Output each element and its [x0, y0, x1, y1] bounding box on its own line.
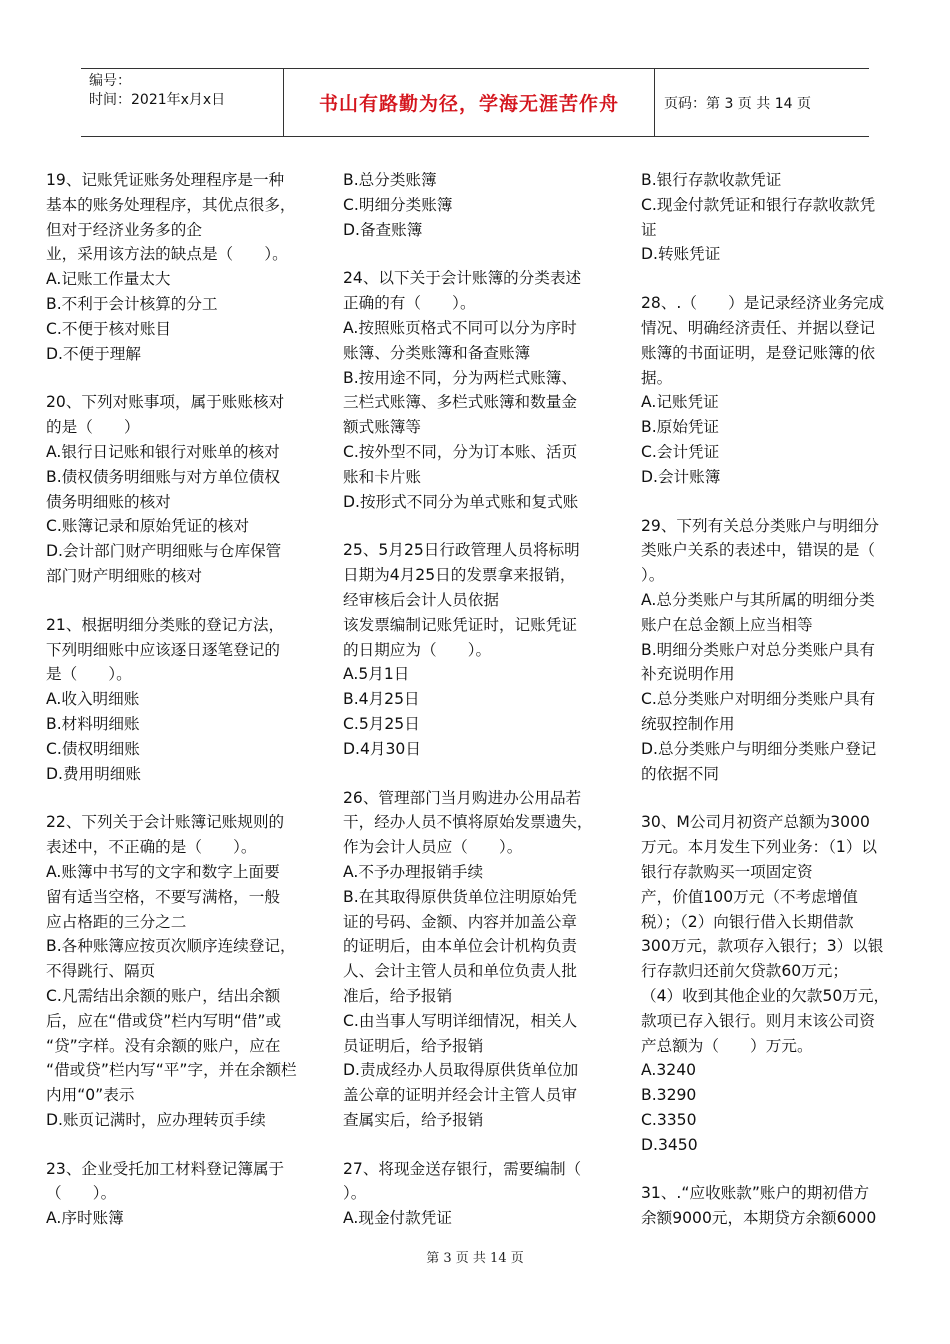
question-line: B.债权债务明细账与对方单位债权 [46, 467, 280, 486]
question-line: A.不予办理报销手续 [343, 862, 484, 881]
question-line: C.凡需结出余额的账户，结出余额 [46, 986, 281, 1005]
text-column-1 [46, 168, 308, 1255]
question-line: 的依据不同 [641, 764, 719, 783]
question-line: C.现金付款凭证和银行存款收款凭 [641, 195, 876, 214]
question-line: 类账户关系的表述中，错误的是（ [641, 541, 875, 560]
question-line: 统驭控制作用 [641, 714, 735, 733]
question-line: 账户在总金额上应当相等 [641, 615, 813, 634]
question-line: 表述中，不正确的是（ ）。 [46, 838, 257, 857]
question-line: 基本的账务处理程序，其优点很多， [46, 195, 296, 214]
question-line: A.序时账簿 [46, 1209, 124, 1228]
question-line: 部门财产明细账的核对 [46, 566, 202, 585]
question-block [641, 168, 903, 267]
question-line: 23、企业受托加工材料登记簿属于 [46, 1159, 285, 1178]
question-line: D.备查账簿 [343, 220, 423, 239]
question-line: C.5月25日 [343, 714, 420, 733]
question-line: 留有适当空格，不要写满格，一般 [46, 887, 280, 906]
question-line: B.4月25日 [343, 690, 420, 709]
question-block [46, 168, 308, 366]
question-line: 30、M公司月初资产总额为3000 [641, 813, 870, 832]
question-line: 情况、明确经济责任、并据以登记 [641, 318, 875, 337]
question-line: 账簿的书面证明，是登记账簿的依 [641, 343, 875, 362]
question-line: 账簿、分类账簿和备查账簿 [343, 343, 531, 362]
question-line: 31、.“应收账款”账户的期初借方 [641, 1184, 870, 1203]
question-line: 产总额为（ ）万元。 [641, 1036, 813, 1055]
question-line: 经审核后会计人员依据 [343, 590, 499, 609]
question-line: 余额9000元，本期贷方余额6000 [641, 1209, 877, 1228]
question-line: 后，应在“借或贷”栏内写明“借”或 [46, 1011, 282, 1030]
question-line: 的日期应为（ ）。 [343, 640, 492, 659]
question-line: D.总分类账户与明细分类账户登记 [641, 739, 877, 758]
question-line: 业，采用该方法的缺点是（ ）。 [46, 245, 288, 264]
document-time-label: 时间：2021年x月x日 [89, 92, 226, 108]
question-line: B.总分类账簿 [343, 171, 437, 189]
question-line: C.总分类账户对明细分类账户具有 [641, 690, 876, 709]
question-line: A.5月1日 [343, 665, 410, 684]
text-column-2 [343, 168, 605, 1255]
question-block [46, 390, 308, 588]
question-block [641, 1181, 903, 1231]
question-block [641, 291, 903, 489]
question-line: D.转账凭证 [641, 245, 721, 264]
question-line: 22、下列关于会计账簿记账规则的 [46, 813, 285, 832]
question-line: C.按外型不同，分为订本账、活页 [343, 442, 578, 461]
question-block [343, 538, 605, 761]
question-line: 内用“0”表示 [46, 1086, 135, 1105]
question-line: 账和卡片账 [343, 467, 421, 486]
question-line: B.明细分类账户对总分类账户具有 [641, 640, 875, 659]
question-line: 是（ ）。 [46, 665, 132, 684]
question-line: 债务明细账的核对 [46, 492, 171, 511]
question-line: 万元。本月发生下列业务：（1）以 [641, 838, 878, 857]
question-line: D.不便于理解 [46, 344, 141, 363]
question-line: B.按用途不同，分为两栏式账簿、 [343, 368, 577, 387]
question-line: B.各种账簿应按页次顺序连续登记， [46, 937, 296, 956]
question-line: 应占格距的三分之二 [46, 912, 187, 931]
question-line: C.不便于核对账目 [46, 319, 172, 338]
question-line: D.责成经办人员取得原供货单位加 [343, 1061, 579, 1080]
question-line: 作为会计人员应（ ）。 [343, 838, 523, 857]
question-line: B.原始凭证 [641, 418, 720, 437]
question-line: 21、根据明细分类账的登记方法， [46, 615, 285, 634]
question-line: 查属实后，给予报销 [343, 1110, 484, 1129]
question-line: B.材料明细账 [46, 714, 140, 733]
question-line: B.在其取得原供货单位注明原始凭 [343, 887, 577, 906]
question-line: A.总分类账户与其所属的明细分类 [641, 590, 875, 609]
question-line: “借或贷”栏内写“平”字，并在余额栏 [46, 1061, 297, 1080]
question-block [641, 514, 903, 787]
question-line: A.账簿中书写的文字和数字上面要 [46, 862, 280, 881]
question-line: 产，价值100万元（不考虑增值 [641, 887, 858, 906]
question-line: C.由当事人写明详细情况，相关人 [343, 1011, 578, 1030]
question-line: C.会计凭证 [641, 442, 720, 461]
question-line: C.3350 [641, 1110, 697, 1129]
question-line: ）。 [343, 1184, 367, 1203]
question-block [641, 810, 903, 1157]
question-line: 29、下列有关总分类账户与明细分 [641, 516, 880, 535]
question-line: D.按形式不同分为单式账和复式账 [343, 492, 579, 511]
page-header [81, 68, 869, 137]
question-line: ）。 [641, 566, 665, 585]
question-line: B.不利于会计核算的分工 [46, 294, 218, 313]
question-line: （ ）。 [46, 1184, 117, 1203]
question-block [343, 168, 605, 242]
question-line: A.3240 [641, 1061, 697, 1080]
question-line: 正确的有（ ）。 [343, 294, 476, 313]
question-line: 银行存款购买一项固定资 [641, 862, 813, 881]
question-line: 证的号码、金额、内容并加盖公章 [343, 912, 577, 931]
question-line: D.会计部门财产明细账与仓库保管 [46, 542, 282, 561]
question-block [46, 1157, 308, 1231]
question-line: 的证明后，由本单位会计机构负责 [343, 937, 577, 956]
question-line: 25、5月25日行政管理人员将标明 [343, 541, 580, 560]
question-line: 税）；（2）向银行借入长期借款 [641, 912, 854, 931]
question-line: 但对于经济业务多的企 [46, 220, 202, 239]
question-line: 干，经办人员不慎将原始发票遗失， [343, 813, 593, 832]
question-block [46, 810, 308, 1132]
question-block [343, 266, 605, 514]
question-line: B.3290 [641, 1086, 697, 1105]
question-line: 三栏式账簿、多栏式账簿和数量金 [343, 393, 577, 412]
question-line: C.债权明细账 [46, 739, 140, 758]
question-line: 盖公章的证明并经会计主管人员审 [343, 1086, 577, 1105]
question-line: 额式账簿等 [343, 418, 421, 437]
header-page-number: 页码：第 3 页 共 14 页 [664, 95, 811, 112]
question-line: A.按照账页格式不同可以分为序时 [343, 318, 577, 337]
question-line: D.会计账簿 [641, 467, 721, 486]
question-line: 准后，给予报销 [343, 986, 453, 1005]
question-line: “贷”字样。没有余额的账户，应在 [46, 1036, 281, 1055]
question-line: 下列明细账中应该逐日逐笔登记的 [46, 640, 280, 659]
question-line: 24、以下关于会计账簿的分类表述 [343, 269, 582, 288]
question-line: 19、记账凭证账务处理程序是一种 [46, 171, 285, 189]
header-motto: 书山有路勤为径，学海无涯苦作舟 [283, 69, 655, 136]
question-line: A.现金付款凭证 [343, 1209, 452, 1228]
question-line: 日期为4月25日的发票拿来报销， [343, 566, 576, 585]
question-block [343, 786, 605, 1133]
question-line: A.收入明细账 [46, 690, 140, 709]
question-block [46, 613, 308, 787]
question-line: B.银行存款收款凭证 [641, 171, 782, 189]
question-line: 27、将现金送存银行，需要编制（ [343, 1159, 582, 1178]
question-line: 的是（ ） [46, 418, 140, 437]
question-line: D.账页记满时，应办理转页手续 [46, 1110, 266, 1129]
question-line: D.4月30日 [343, 739, 421, 758]
question-line: 款项已存入银行。则月末该公司资 [641, 1011, 875, 1030]
question-line: 补充说明作用 [641, 665, 735, 684]
question-line: D.3450 [641, 1135, 698, 1154]
question-line: 28、.（ ）是记录经济业务完成 [641, 294, 885, 313]
question-line: A.记账工作量太大 [46, 270, 171, 289]
question-line: 行存款归还前欠贷款60万元； [641, 962, 848, 981]
question-line: 员证明后，给予报销 [343, 1036, 484, 1055]
question-line: C.账簿记录和原始凭证的核对 [46, 517, 249, 536]
question-line: 证 [641, 220, 657, 239]
text-column-3 [641, 168, 903, 1255]
question-line: （4）收到其他企业的欠款50万元， [641, 986, 890, 1005]
page-footer: 第 3 页 共 14 页 [426, 1251, 524, 1266]
question-line: 该发票编制记账凭证时，记账凭证 [343, 615, 577, 634]
question-line: D.费用明细账 [46, 764, 141, 783]
question-line: A.记账凭证 [641, 393, 719, 412]
question-block [343, 1157, 605, 1231]
question-line: 据。 [641, 368, 673, 387]
question-line: 26、管理部门当月购进办公用品若 [343, 788, 582, 807]
question-line: 人、会计主管人员和单位负责人批 [343, 962, 577, 981]
document-number-label: 编号： [89, 73, 131, 89]
header-info-cell [81, 69, 283, 136]
question-line: C.明细分类账簿 [343, 195, 453, 214]
question-line: 20、下列对账事项，属于账账核对 [46, 393, 285, 412]
question-line: A.银行日记账和银行对账单的核对 [46, 442, 280, 461]
question-line: 不得跳行、隔页 [46, 962, 156, 981]
question-line: 300万元，款项存入银行；3）以银 [641, 937, 884, 956]
